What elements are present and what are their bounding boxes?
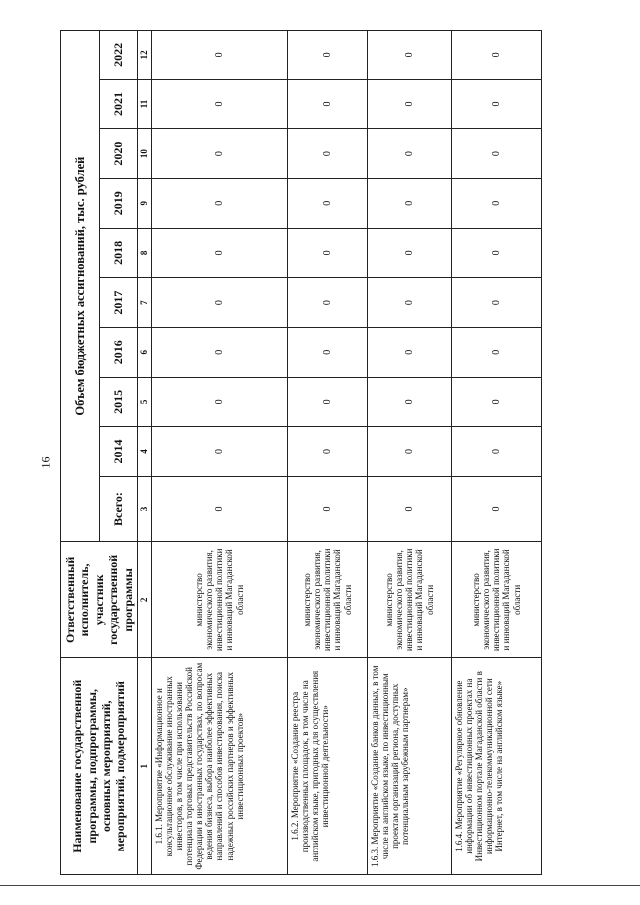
value-cell: 0 (367, 129, 451, 179)
index-cell: 11 (137, 79, 151, 129)
value-cell: 0 (151, 476, 287, 541)
index-cell: 1 (137, 658, 151, 875)
activity-name: 1.6.2. Мероприятие «Создание реестра производственных площадок, в том числе на английском языке, пригодных для осуществления инвестиционной деятельности» (287, 658, 367, 875)
value-cell: 0 (287, 327, 367, 377)
value-cell: 0 (367, 31, 451, 80)
index-cell: 10 (137, 129, 151, 179)
table-row (367, 31, 451, 875)
header-year-2021: 2021 (100, 79, 138, 129)
value-cell: 0 (451, 129, 541, 179)
value-cell: 0 (287, 228, 367, 278)
value-cell: 0 (367, 327, 451, 377)
value-cell: 0 (151, 129, 287, 179)
header-name-column: Наименование государственной программы, подпрограммы, основных мероприятий, мероприятий, подмероприятий (61, 658, 138, 875)
value-cell: 0 (287, 427, 367, 477)
index-cell: 3 (137, 476, 151, 541)
value-cell: 0 (451, 228, 541, 278)
budget-table (60, 30, 542, 875)
value-cell: 0 (451, 178, 541, 228)
index-cell: 8 (137, 228, 151, 278)
index-row (137, 31, 151, 875)
index-cell: 5 (137, 377, 151, 427)
value-cell: 0 (367, 278, 451, 328)
value-cell: 0 (151, 31, 287, 80)
header-year-2014: 2014 (100, 427, 138, 477)
value-cell: 0 (287, 278, 367, 328)
activity-executor: министерство экономического развития, инвестиционной политики и инноваций Магаданской области (151, 542, 287, 658)
activity-name: 1.6.3. Мероприятие «Создание банков данных, в том числе на английском языке, по инвестиционным проектам организаций региона, доступных потенциальным зарубежным партнерам» (367, 658, 451, 875)
index-cell: 9 (137, 178, 151, 228)
value-cell: 0 (287, 129, 367, 179)
table-row (451, 31, 541, 875)
value-cell: 0 (151, 278, 287, 328)
header-year-2022: 2022 (100, 31, 138, 80)
value-cell: 0 (451, 377, 541, 427)
header-year-2016: 2016 (100, 327, 138, 377)
value-cell: 0 (451, 31, 541, 80)
rotated-sheet (60, 30, 640, 875)
value-cell: 0 (367, 228, 451, 278)
value-cell: 0 (367, 377, 451, 427)
value-cell: 0 (287, 377, 367, 427)
index-cell: 6 (137, 327, 151, 377)
activity-executor: министерство экономического развития, инвестиционной политики и инноваций Магаданской области (367, 542, 451, 658)
page-number: 16 (38, 456, 53, 469)
activity-executor: министерство экономического развития, инвестиционной политики и инноваций Магаданской области (287, 542, 367, 658)
activity-name: 1.6.4. Мероприятие «Регулярное обновление информации об инвестиционных проектах на Инвестиционном портале Магаданской области в информационно-телекоммуникационной сети Интернет, в том числе на английском языке» (451, 658, 541, 875)
activity-executor: министерство экономического развития, инвестиционной политики и инноваций Магаданской области (451, 542, 541, 658)
value-cell: 0 (367, 427, 451, 477)
rotated-content (60, 30, 640, 875)
value-cell: 0 (367, 178, 451, 228)
value-cell: 0 (287, 476, 367, 541)
value-cell: 0 (451, 278, 541, 328)
index-cell: 4 (137, 427, 151, 477)
index-cell: 7 (137, 278, 151, 328)
value-cell: 0 (451, 476, 541, 541)
value-cell: 0 (151, 427, 287, 477)
header-year-2019: 2019 (100, 178, 138, 228)
value-cell: 0 (451, 79, 541, 129)
header-year-2015: 2015 (100, 377, 138, 427)
value-cell: 0 (151, 377, 287, 427)
value-cell: 0 (451, 327, 541, 377)
header-year-2020: 2020 (100, 129, 138, 179)
header-year-2017: 2017 (100, 278, 138, 328)
header-executor-column: Ответственный исполнитель, участник государственной программы (61, 542, 138, 658)
bottom-rule (0, 885, 640, 886)
header-year-total: Всего: (100, 476, 138, 541)
table-row (287, 31, 367, 875)
value-cell: 0 (151, 228, 287, 278)
index-cell: 12 (137, 31, 151, 80)
activity-name: 1.6.1. Мероприятие «Информационное и консультационное обслуживание иностранных инвесторов, в том числе при использовании потенциала торговых представительств Российской Федерации в иностранных государствах, по вопросам ведения бизнеса, выбора наиболее эффективных направлений и способов инвестирования, поиска надежных российских партнеров и эффективных инвестиционных проектов» (151, 658, 287, 875)
value-cell: 0 (367, 79, 451, 129)
value-cell: 0 (287, 31, 367, 80)
table-row (151, 31, 287, 875)
value-cell: 0 (151, 327, 287, 377)
index-cell: 2 (137, 542, 151, 658)
value-cell: 0 (367, 476, 451, 541)
value-cell: 0 (287, 79, 367, 129)
header-year-2018: 2018 (100, 228, 138, 278)
value-cell: 0 (151, 178, 287, 228)
value-cell: 0 (451, 427, 541, 477)
value-cell: 0 (287, 178, 367, 228)
value-cell: 0 (151, 79, 287, 129)
header-budget: Объем бюджетных ассигнований, тыс. рублей (61, 31, 100, 542)
